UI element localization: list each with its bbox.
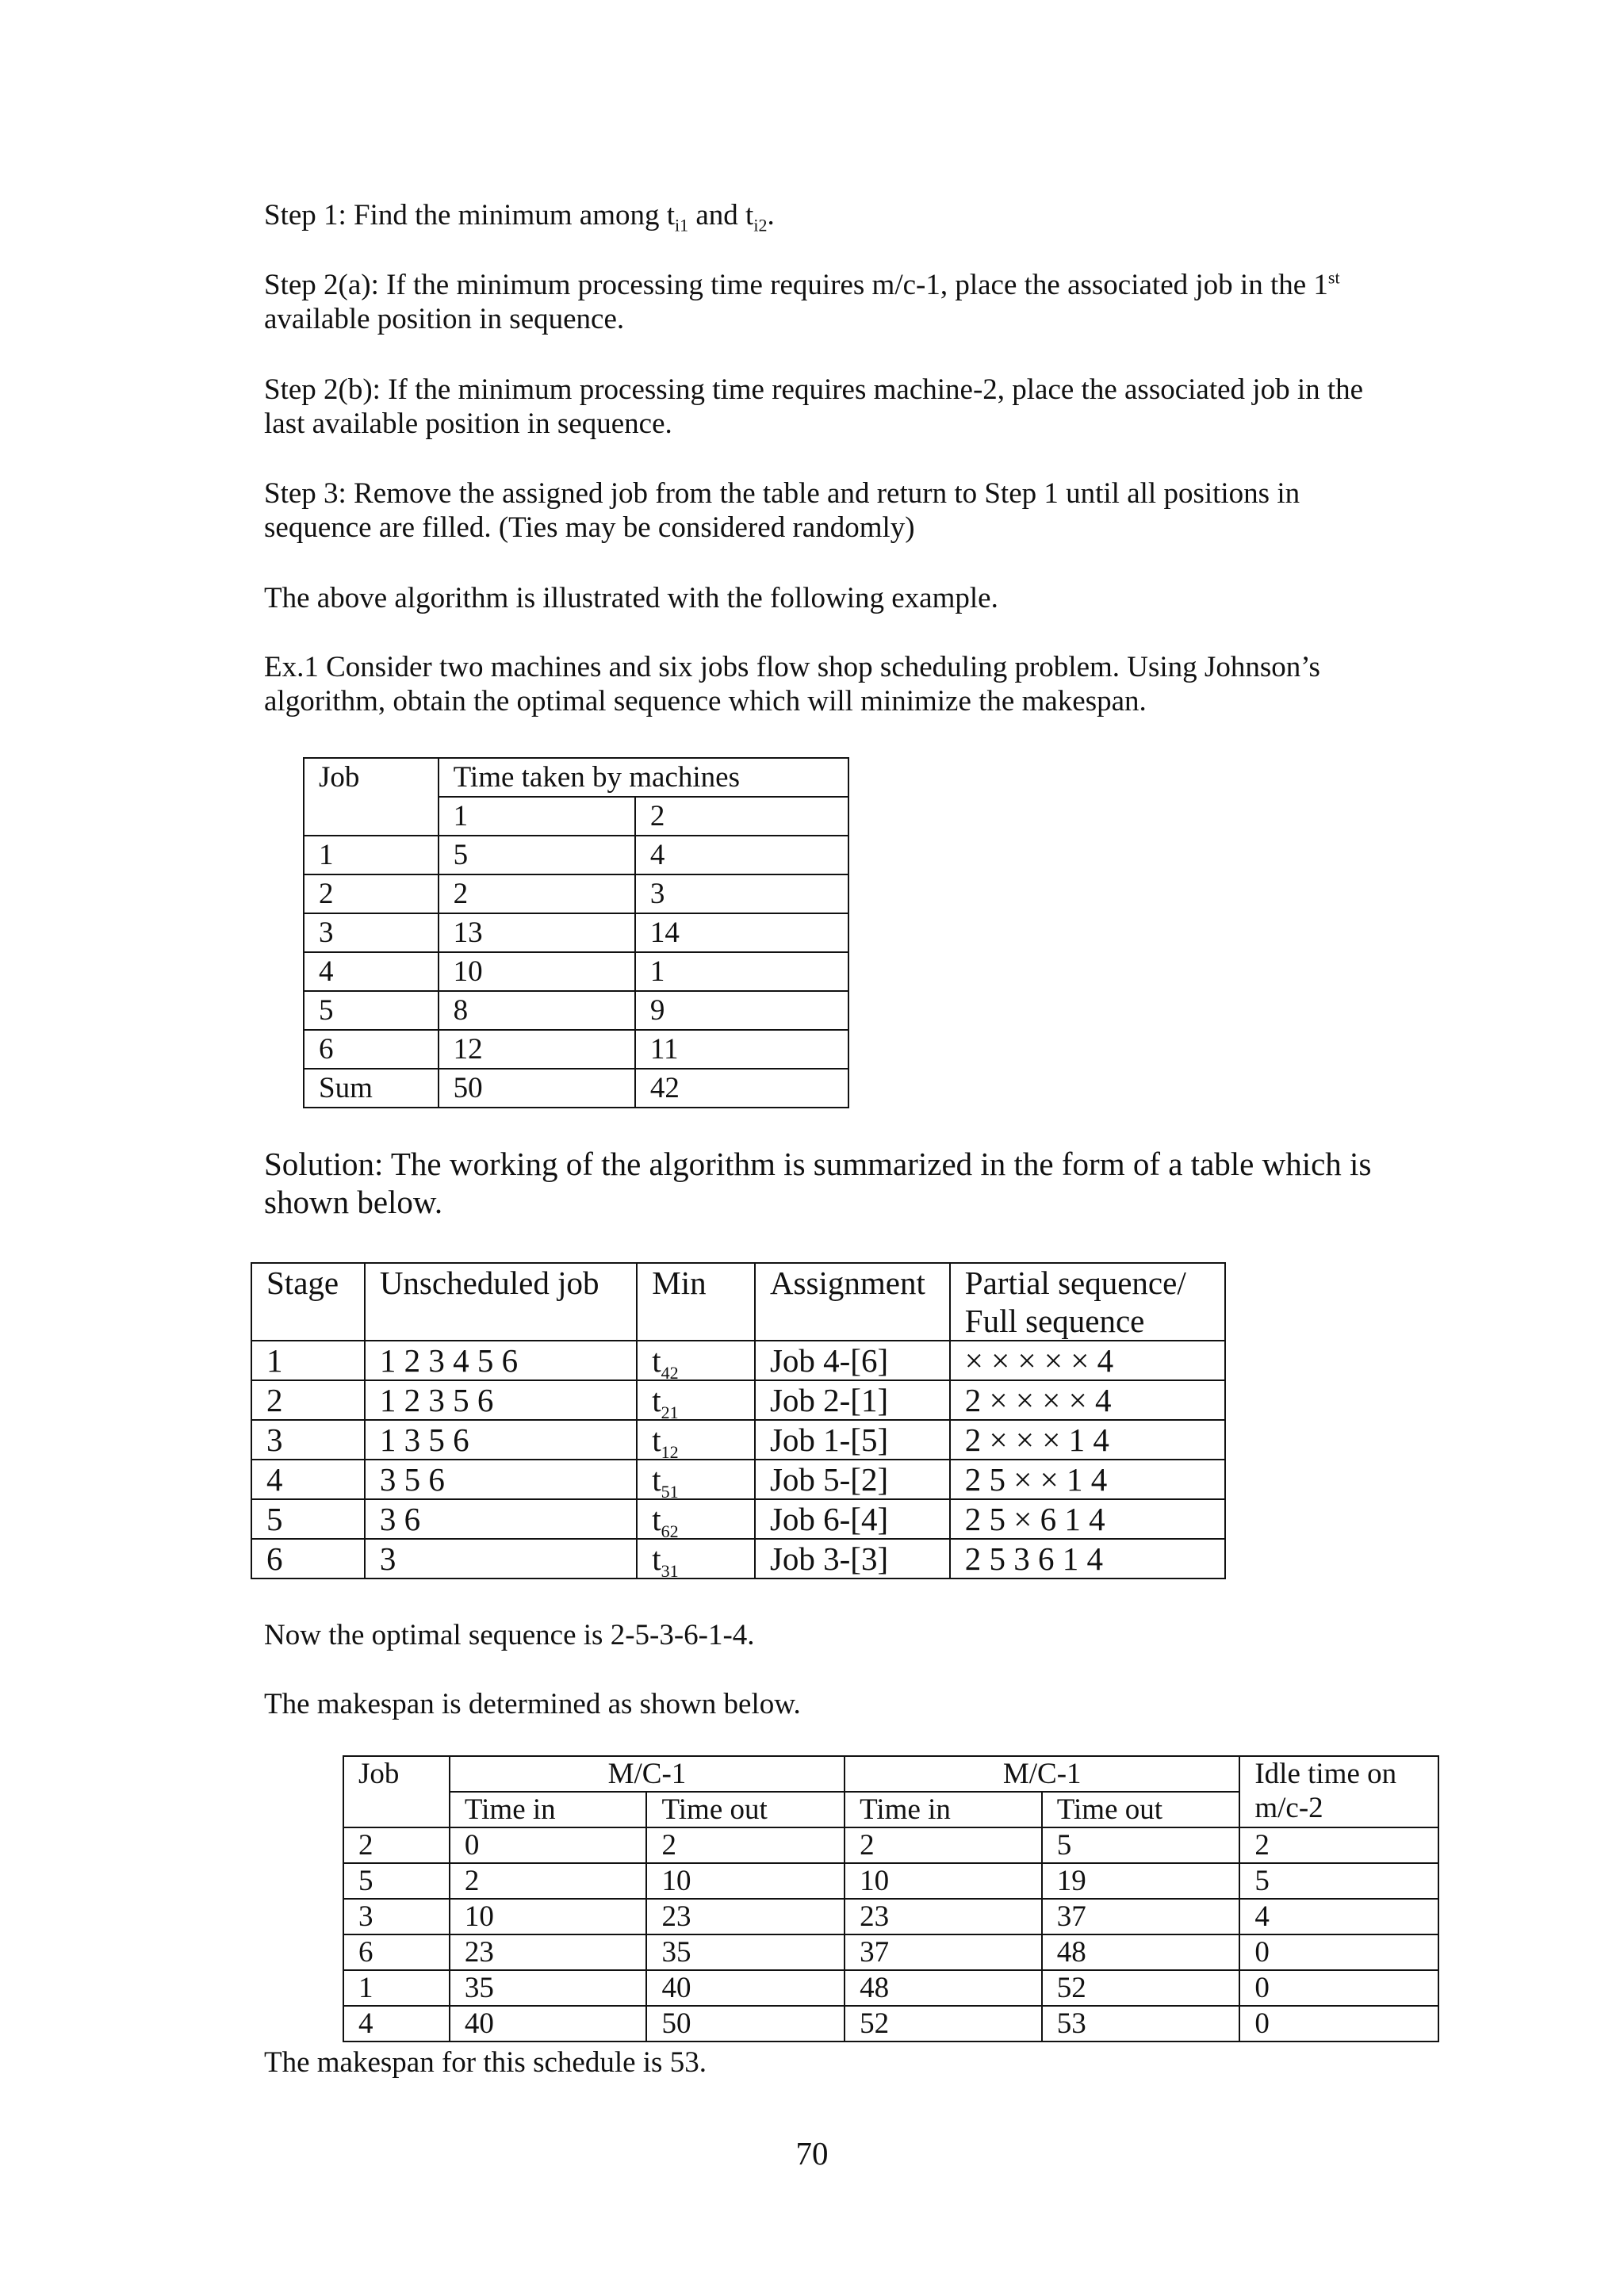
min-symbol: t [652, 1501, 661, 1537]
m1-in-cell: 40 [450, 2006, 647, 2042]
unscheduled-cell: 1 2 3 4 5 6 [365, 1341, 637, 1380]
idle-cell: 0 [1239, 1970, 1438, 2006]
min-symbol: t [652, 1422, 661, 1458]
table-row [343, 1970, 1438, 2006]
m1-out-cell: 2 [646, 1827, 845, 1863]
header-min: Min [637, 1263, 755, 1341]
stage-cell: 5 [251, 1499, 365, 1539]
m1-out-cell: 35 [646, 1934, 845, 1970]
header-m1-time-out: Time out [646, 1792, 845, 1827]
illustration-note: The above algorithm is illustrated with the following example. [264, 582, 998, 614]
m1-out-cell: 10 [646, 1863, 845, 1899]
m2-cell: 14 [635, 913, 848, 952]
step-2a-sup: st [1327, 267, 1340, 288]
table-row [251, 1499, 1225, 1539]
header-stage: Stage [251, 1263, 365, 1341]
assignment-cell: Job 1-[5] [755, 1420, 950, 1460]
m1-in-cell: 35 [450, 1970, 647, 2006]
header-sequence-line-2: Full sequence [964, 1303, 1145, 1339]
min-subscript: 12 [661, 1442, 679, 1463]
m2-in-cell: 37 [845, 1934, 1042, 1970]
sequence-cell: × × × × × 4 [950, 1341, 1225, 1380]
min-cell [637, 1460, 755, 1502]
m2-out-cell: 37 [1042, 1899, 1240, 1934]
m2-out-cell: 52 [1042, 1970, 1240, 2006]
job-cell: 3 [304, 913, 439, 952]
job-cell: 6 [304, 1030, 439, 1069]
idle-cell: 2 [1239, 1827, 1438, 1863]
table-row [251, 1420, 1225, 1460]
header-idle-time [1239, 1756, 1438, 1827]
table-row [304, 874, 848, 913]
m1-in-cell: 0 [450, 1827, 647, 1863]
unscheduled-cell: 1 3 5 6 [365, 1420, 637, 1460]
unscheduled-cell: 1 2 3 5 6 [365, 1380, 637, 1420]
sequence-cell: 2 × × × × 4 [950, 1380, 1225, 1420]
min-symbol: t [652, 1342, 661, 1379]
m2-cell: 9 [635, 991, 848, 1030]
header-machine-2: M/C-1 [845, 1756, 1239, 1792]
unscheduled-cell: 3 [365, 1539, 637, 1578]
makespan-intro: The makespan is determined as shown below. [264, 1688, 801, 1720]
min-cell [637, 1539, 755, 1582]
header-machine-2: 2 [635, 797, 848, 836]
step-2a-end: available position in sequence. [264, 303, 625, 335]
min-symbol: t [652, 1461, 661, 1498]
step-2a [264, 268, 1406, 336]
table-row [343, 1827, 1438, 1863]
step-3: Step 3: Remove the assigned job from the table and return to Step 1 until all positions in sequence are filled. (Ties may be considered randomly) [264, 477, 1300, 544]
table-row [304, 836, 848, 874]
job-cell: 3 [343, 1899, 450, 1934]
m2-cell: 4 [635, 836, 848, 874]
idle-cell: 5 [1239, 1863, 1438, 1899]
table-row [343, 2006, 1438, 2042]
m1-cell: 13 [439, 913, 635, 952]
idle-cell: 0 [1239, 1934, 1438, 1970]
example-statement: Ex.1 Consider two machines and six jobs flow shop scheduling problem. Using Johnson’s algorithm, obtain the optimal sequence which will minimize the makespan. [264, 651, 1320, 718]
min-cell [637, 1420, 755, 1463]
idle-cell: 4 [1239, 1899, 1438, 1934]
m2-cell: 3 [635, 874, 848, 913]
optimal-sequence-text: Now the optimal sequence is 2-5-3-6-1-4. [264, 1619, 755, 1651]
m1-cell: 12 [439, 1030, 635, 1069]
m2-in-cell: 23 [845, 1899, 1042, 1934]
table-row [304, 913, 848, 952]
m2-in-cell: 48 [845, 1970, 1042, 2006]
min-symbol: t [652, 1540, 661, 1577]
table-row [343, 1934, 1438, 1970]
step-1-text: Step 1: Find the minimum among t [264, 199, 675, 232]
table-row [304, 1030, 848, 1069]
table-row [304, 991, 848, 1030]
job-cell: 5 [343, 1863, 450, 1899]
min-subscript: 42 [661, 1363, 679, 1383]
stage-cell: 6 [251, 1539, 365, 1578]
makespan-result: The makespan for this schedule is 53. [264, 2046, 707, 2079]
m2-in-cell: 52 [845, 2006, 1042, 2042]
min-cell [637, 1380, 755, 1423]
job-cell: 1 [304, 836, 439, 874]
min-cell [637, 1341, 755, 1383]
table-row [304, 952, 848, 991]
job-cell: 6 [343, 1934, 450, 1970]
sequence-cell: 2 5 × 6 1 4 [950, 1499, 1225, 1539]
assignment-cell: Job 6-[4] [755, 1499, 950, 1539]
table-row [304, 758, 848, 797]
m1-in-cell: 2 [450, 1863, 647, 1899]
min-cell [637, 1499, 755, 1542]
min-subscript: 62 [661, 1521, 679, 1542]
step-2b: Step 2(b): If the minimum processing time requires machine-2, place the associated job in the last available position in sequence. [264, 373, 1364, 440]
idle-cell: 0 [1239, 2006, 1438, 2042]
makespan-table [343, 1755, 1439, 2042]
min-subscript: 31 [661, 1561, 679, 1582]
job-cell: 1 [343, 1970, 450, 2006]
m1-cell: 8 [439, 991, 635, 1030]
m2-cell: 11 [635, 1030, 848, 1069]
job-cell: Sum [304, 1069, 439, 1108]
stage-cell: 1 [251, 1341, 365, 1380]
header-machine-1: 1 [439, 797, 635, 836]
m1-out-cell: 50 [646, 2006, 845, 2042]
algorithm-stages-table [251, 1262, 1226, 1582]
min-subscript: 51 [661, 1482, 679, 1502]
table-header-row [343, 1756, 1438, 1792]
step-1-mid: and t [688, 199, 754, 232]
header-machine-1: M/C-1 [450, 1756, 845, 1792]
table-row [304, 1069, 848, 1108]
header-sequence-line-1: Partial sequence/ [964, 1265, 1186, 1301]
job-cell: 4 [343, 2006, 450, 2042]
m1-cell: 10 [439, 952, 635, 991]
m2-out-cell: 48 [1042, 1934, 1240, 1970]
solution-text: Solution: The working of the algorithm is summarized in the form of a table which is shown below. [264, 1146, 1372, 1220]
m1-in-cell: 10 [450, 1899, 647, 1934]
job-cell: 4 [304, 952, 439, 991]
stage-cell: 4 [251, 1460, 365, 1499]
sequence-cell: 2 5 3 6 1 4 [950, 1539, 1225, 1578]
page-number: 70 [795, 2135, 829, 2172]
table-row [343, 1863, 1438, 1899]
assignment-cell: Job 2-[1] [755, 1380, 950, 1420]
assignment-cell: Job 5-[2] [755, 1460, 950, 1499]
step-2a-text: Step 2(a): If the minimum processing time requires m/c-1, place the associated job in the 1 [264, 269, 1328, 301]
header-idle-line-1: Idle time on [1254, 1758, 1397, 1790]
table-header-row [251, 1263, 1225, 1341]
table-row [343, 1899, 1438, 1934]
header-time-taken: Time taken by machines [439, 758, 848, 797]
header-m2-time-out: Time out [1042, 1792, 1240, 1827]
m1-cell: 50 [439, 1069, 635, 1108]
m1-in-cell: 23 [450, 1934, 647, 1970]
stage-cell: 2 [251, 1380, 365, 1420]
m2-in-cell: 2 [845, 1827, 1042, 1863]
job-cell: 2 [343, 1827, 450, 1863]
step-1-end: . [767, 199, 775, 232]
m2-cell: 1 [635, 952, 848, 991]
processing-time-table [303, 757, 849, 1108]
m2-in-cell: 10 [845, 1863, 1042, 1899]
unscheduled-cell: 3 6 [365, 1499, 637, 1539]
table-row [251, 1539, 1225, 1578]
stage-cell: 3 [251, 1420, 365, 1460]
step-1 [264, 198, 1406, 235]
m1-cell: 5 [439, 836, 635, 874]
min-symbol: t [652, 1382, 661, 1418]
unscheduled-cell: 3 5 6 [365, 1460, 637, 1499]
m2-out-cell: 53 [1042, 2006, 1240, 2042]
sequence-cell: 2 5 × × 1 4 [950, 1460, 1225, 1499]
table-row [251, 1380, 1225, 1420]
m1-out-cell: 23 [646, 1899, 845, 1934]
job-cell: 5 [304, 991, 439, 1030]
table-row [251, 1460, 1225, 1499]
assignment-cell: Job 3-[3] [755, 1539, 950, 1578]
job-cell: 2 [304, 874, 439, 913]
header-idle-line-2: m/c-2 [1254, 1792, 1323, 1824]
assignment-cell: Job 4-[6] [755, 1341, 950, 1380]
header-assignment: Assignment [755, 1263, 950, 1341]
table-row [251, 1341, 1225, 1380]
header-job: Job [343, 1756, 450, 1827]
m1-cell: 2 [439, 874, 635, 913]
m2-out-cell: 5 [1042, 1827, 1240, 1863]
step-1-sub-b: i2 [753, 215, 768, 235]
sequence-cell: 2 × × × 1 4 [950, 1420, 1225, 1460]
m2-out-cell: 19 [1042, 1863, 1240, 1899]
header-job: Job [304, 758, 439, 836]
m1-out-cell: 40 [646, 1970, 845, 2006]
min-subscript: 21 [661, 1402, 679, 1423]
header-m1-time-in: Time in [450, 1792, 647, 1827]
header-m2-time-in: Time in [845, 1792, 1042, 1827]
header-sequence [950, 1263, 1225, 1341]
header-unscheduled: Unscheduled job [365, 1263, 637, 1341]
m2-cell: 42 [635, 1069, 848, 1108]
step-1-sub-a: i1 [675, 215, 689, 235]
